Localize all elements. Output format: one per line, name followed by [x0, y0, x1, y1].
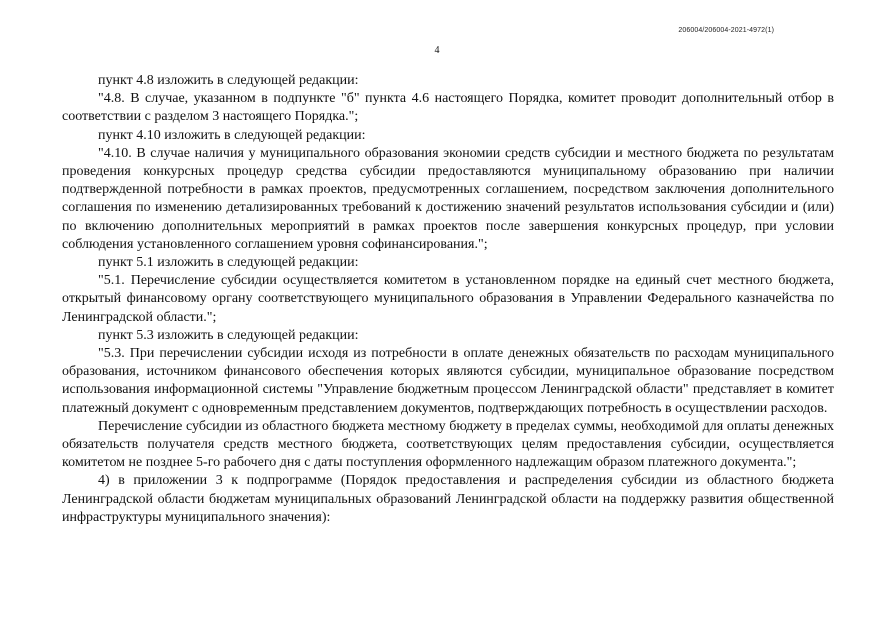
document-id: 206004/206004-2021-4972(1)	[678, 27, 774, 34]
paragraph: "5.3. При перечислении субсидии исходя из потребности в оплате денежных обязательств по расходам муниципального образования, источником финансового обеспечения которых являются субсидии, муниципальное образование посредством использования информационной системы "Управление бюджетным процессом Ленинградской области" представляет в комитет платежный документ с одновременным представлением документов, подтверждающих потребность в осуществлении расходов.	[62, 346, 834, 416]
page-number: 4	[434, 45, 440, 56]
paragraph: пункт 5.1 изложить в следующей редакции:	[98, 255, 359, 271]
paragraph: "5.1. Перечисление субсидии осуществляется комитетом в установленном порядке на единый счет местного бюджета, открытый финансовому органу соответствующего муниципального образования в Управлении Федерального казначейства по Ленинградской области.";	[62, 273, 834, 325]
paragraph: "4.8. В случае, указанном в подпункте "б" пункта 4.6 настоящего Порядка, комитет проводит дополнительный отбор в соответствии с разделом 3 настоящего Порядка.";	[62, 91, 834, 125]
paragraph: Перечисление субсидии из областного бюджета местному бюджету в пределах суммы, необходимой для оплаты денежных обязательств получателя средств местного бюджета, соответствующих целям предоставления субсидии, осуществляется комитетом не позднее 5-го рабочего дня с даты поступления оформленного надлежащим образом платежного документа.";	[62, 418, 834, 471]
paragraph: пункт 5.3 изложить в следующей редакции:	[98, 327, 359, 343]
paragraph: пункт 4.10 изложить в следующей редакции:	[98, 127, 366, 143]
paragraph: "4.10. В случае наличия у муниципального образования экономии средств субсидии и местного бюджета по результатам проведения конкурсных процедур средства субсидии предоставляются муниципальному образованию при наличии подтвержденной потребности в рамках проектов, предусмотренных соглашением, посредством заключения дополнительного соглашения по изменению детализированных требований к достижению значений результатов использования субсидии и (или) по включению дополнительных мероприятий в рамках проектов после завершения конкурсных процедур, при условии соблюдения установленного соглашением уровня софинансирования.";	[62, 145, 834, 252]
document-body	[62, 72, 834, 527]
paragraph: 4) в приложении 3 к подпрограмме (Порядок предоставления и распределения субсидии из областного бюджета Ленинградской области бюджетам муниципальных образований Ленинградской области на поддержку развития общественной инфраструктуры муниципального значения):	[62, 473, 834, 525]
paragraph: пункт 4.8 изложить в следующей редакции:	[98, 73, 359, 88]
